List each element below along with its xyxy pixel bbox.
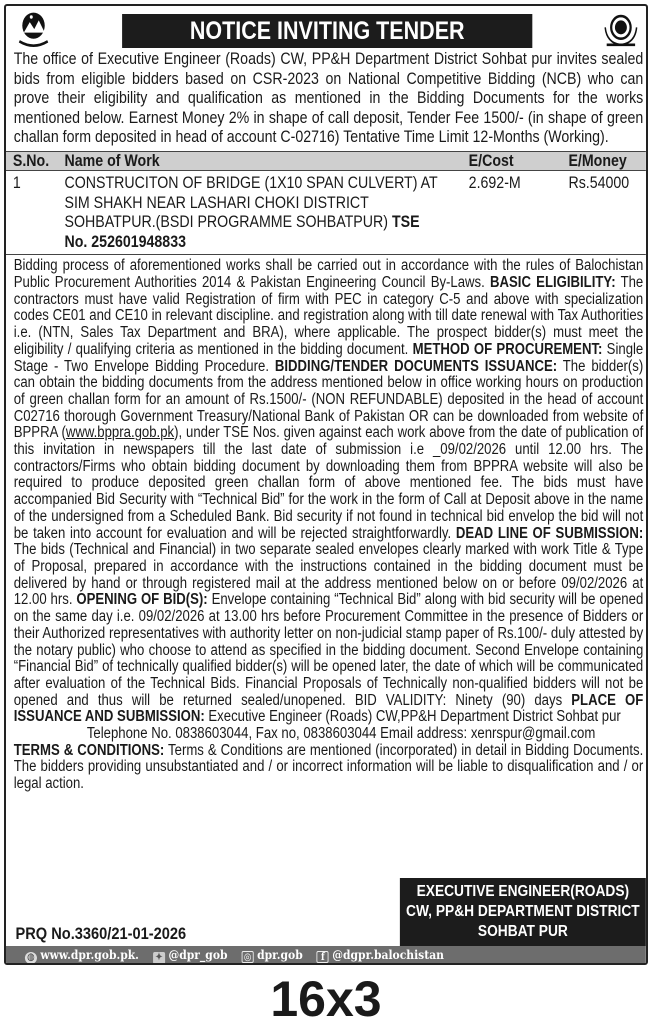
tender-body	[6, 255, 646, 872]
notice-content	[6, 6, 646, 963]
body-text: Executive Engineer (Roads) CW,PP&H Department District Sohbat pur	[204, 708, 621, 726]
signature-line: CW, PP&H DEPARTMENT DISTRICT	[406, 903, 640, 920]
footer-bar	[6, 946, 646, 963]
row-emoney: Rs.54000	[568, 173, 630, 192]
row-ecost: 2.692-M	[468, 173, 521, 192]
col-ecost: E/Cost	[468, 151, 514, 170]
notice-bottom	[6, 878, 646, 946]
col-emoney: E/Money	[568, 151, 627, 170]
body-text: ), under TSE Nos. given against each work above from the date of publication of this invitation in newspapers till the last date of submission i.e _09/02/2026 until 12.00 hrs. The contractors/Firms who obtain bidding document by downloading them from BPPRA website will also be required to produce deposited green challan form of above mentioned fee. The bids must have accompanied Bid Security with “Technical Bid” for the work in the form of Call at Deposit above in the name of the undersigned from a Scheduled Bank. Bid security if not found in technical bid envelop the bid will not be taken into account for evaluation and will be rejected straightforwardly.	[13, 424, 644, 542]
signature-line: EXECUTIVE ENGINEER(ROADS)	[416, 883, 630, 900]
body-text: The contractors must have valid Registration of firm with PEC in category C-5 and above with specialization codes CE01 and CE10 in relevant discipline. and registration along with till date renewal with Tax Authorities i.e. (NTN, Sales Tax Department and BRA), where applicable. The prospect bidder(s) must meet the eligibility / qualifying criteria as mentioned in the bidding document.	[13, 274, 644, 358]
signature-line: SOHBAT PUR	[477, 923, 568, 940]
body-paragraph	[14, 258, 644, 726]
globe-icon: ◍	[25, 952, 37, 963]
heading-deadline: DEAD LINE OF SUBMISSION:	[455, 524, 644, 542]
twitter-icon: ✦	[153, 952, 165, 963]
col-sno: S.No.	[12, 151, 50, 170]
heading-issuance: BIDDING/TENDER DOCUMENTS ISSUANCE:	[274, 357, 558, 375]
contact-line: Telephone No. 0838603044, Fax no, 0838603044 Email address: xenrspur@gmail.com	[86, 725, 596, 743]
prq-number: PRQ No.3360/21-01-2026	[15, 924, 187, 943]
heading-terms: TERMS & CONDITIONS:	[13, 741, 165, 759]
heading-opening: OPENING OF BID(S):	[76, 591, 208, 609]
col-name-of-work: Name of Work	[64, 151, 160, 170]
bppra-link[interactable]: www.bppra.gob.pk	[65, 424, 175, 442]
government-emblem-logo	[12, 10, 55, 50]
department-emblem-logo	[599, 10, 642, 50]
table-header	[6, 151, 646, 171]
footer-facebook[interactable]: @dgpr.balochistan	[332, 947, 444, 962]
footer-website[interactable]: www.dpr.gob.pk.	[40, 947, 139, 962]
notice-header	[6, 6, 646, 50]
tse-number: TSE No. 252601948833	[64, 213, 420, 251]
row-sno: 1	[12, 173, 21, 192]
footer-twitter[interactable]: @dpr_gob	[168, 947, 228, 962]
body-text: Terms & Conditions are mentioned (incorporated) in detail in Bidding Documents. The bidders providing unsubstantiated and / or incorrect information will be liable to disqualification and / or legal action.	[13, 741, 644, 793]
footer-instagram[interactable]: dpr.gob	[257, 947, 303, 962]
notice-frame	[4, 4, 648, 965]
row-work	[64, 174, 468, 252]
intro-paragraph: The office of Executive Engineer (Roads) CW, PP&H Department District Sohbat pur invites sealed bids from eligible bidders based on CSR-2023 on National Competitive Bidding (NCB) who can prove their eligibility and qualification as mentioned in the Bidding Documents for the works mentioned below. Earnest Money 2% in shape of call deposit, Tender Fee 1500/- (in shape of green challan form deposited in head of account C-02716) Tentative Time Limit 12-Months (Working).	[13, 50, 644, 147]
ad-size-label: 16x3	[270, 971, 382, 1027]
table-row	[6, 171, 646, 255]
body-text: Single Stage - Two Envelope Bidding Procedure.	[13, 340, 644, 375]
body-text: The bids (Technical and Financial) in two separate sealed envelopes clearly marked with work Title & Type of Proposal, prepared in accordance with the instructions contained in the bidding document must be delivered by hand or through registered mail at the address mentioned below on or before 09/02/2026 at 12.00 hrs.	[13, 541, 644, 609]
body-text: The bidder(s) can obtain the bidding documents from the address mentioned below in office working hours on production of green challan form for an amount of Rs.1500/- (NON REFUNDABLE) deposited in the head of account C02716 thorough Government Treasury/National Bank of Pakistan OR can be downloaded from website of BPPRA (	[13, 357, 644, 442]
signature-block	[400, 878, 646, 946]
instagram-icon: ◎	[242, 951, 254, 963]
work-name: CONSTRUCITON OF BRIDGE (1X10 SPAN CULVERT) AT SIM SHAKH NEAR LASHARI CHOKI DISTRICT SOHBATPUR.(BSDI PROGRAMME SOHBATPUR)	[64, 173, 438, 232]
facebook-icon: f	[317, 951, 329, 963]
heading-method: METHOD OF PROCUREMENT:	[412, 340, 603, 358]
terms-paragraph	[14, 743, 644, 793]
heading-place: PLACE OF ISSUANCE AND SUBMISSION:	[13, 691, 644, 726]
heading-basic-eligibility: BASIC ELIGIBILITY:	[490, 274, 616, 292]
body-text: Bidding process of aforementioned works shall be carried out in accordance with the rules of Balochistan Public Procurement Authorities 2014 & Pakistan Engineering Council By-Laws.	[13, 257, 644, 292]
notice-title: NOTICE INVITING TENDER	[122, 14, 532, 48]
body-text: Envelope containing “Technical Bid” along with bid security will be opened on the same day i.e. 09/02/2026 at 13.00 hrs before Procurement Committee in the presence of Bidders or their Authorized representatives with authority letter on non-judicial stamp paper of Rs.100/- duly attested by the notary public) who choose to attend as specified in the bidding document. Second Envelope containing “Financial Bid” of technically qualified bidder(s) will be opened later, the date of which will be communicated after evaluation of the Technical Bids. Financial Proposals of Technically non-qualified bidders will not be opened and thus will be returned sealed/unopened. BID VALIDITY: Ninety (90) days	[13, 591, 644, 709]
